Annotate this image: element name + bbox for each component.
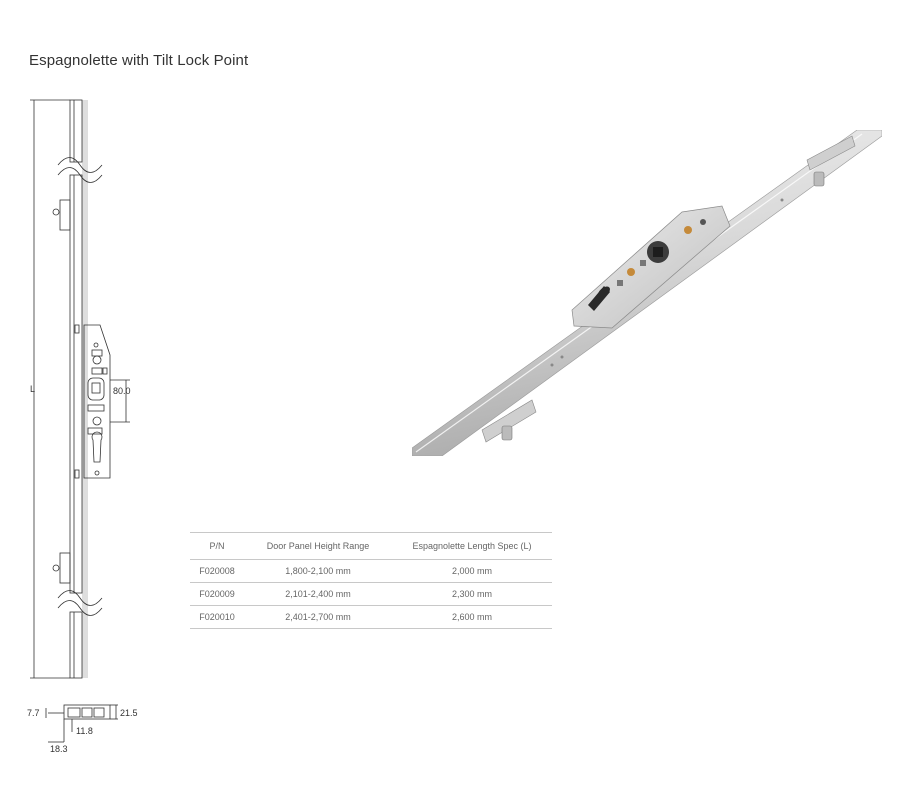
espagnolette-photo-illustration bbox=[412, 130, 882, 456]
header-length-spec: Espagnolette Length Spec (L) bbox=[392, 533, 552, 560]
cell-range: 2,401-2,700 mm bbox=[244, 606, 392, 629]
cell-pn: F020009 bbox=[190, 583, 244, 606]
spindle-hole bbox=[88, 378, 104, 400]
cell-length: 2,000 mm bbox=[392, 560, 552, 583]
section-height-label: 7.7 bbox=[27, 708, 40, 718]
break-mark-top bbox=[58, 158, 102, 173]
table-row bbox=[190, 606, 552, 629]
tilt-lock-point-upper bbox=[60, 200, 70, 230]
length-label: L bbox=[30, 384, 36, 394]
section-inner-label: 11.8 bbox=[76, 726, 93, 736]
bar-top-segment bbox=[70, 100, 82, 162]
page-title: Espagnolette with Tilt Lock Point bbox=[29, 52, 249, 69]
tilt-lock-point-lower bbox=[60, 553, 70, 583]
spec-table bbox=[190, 532, 552, 629]
header-pn: P/N bbox=[190, 533, 244, 560]
cell-range: 2,101-2,400 mm bbox=[244, 583, 392, 606]
cell-length: 2,600 mm bbox=[392, 606, 552, 629]
table-row bbox=[190, 560, 552, 583]
table-header-row bbox=[190, 533, 552, 560]
section-overall-label: 18.3 bbox=[50, 744, 68, 754]
cell-pn: F020010 bbox=[190, 606, 244, 629]
photo-gearbox bbox=[572, 206, 730, 328]
cylinder-cutout bbox=[92, 432, 102, 462]
bar-middle-segment bbox=[70, 175, 82, 593]
cell-range: 1,800-2,100 mm bbox=[244, 560, 392, 583]
section-width-label: 21.5 bbox=[120, 708, 138, 718]
product-photo bbox=[412, 130, 882, 456]
table-row bbox=[190, 583, 552, 606]
cell-length: 2,300 mm bbox=[392, 583, 552, 606]
backset-label: 80.0 bbox=[113, 386, 131, 396]
bar-bottom-segment bbox=[70, 612, 82, 678]
cell-pn: F020008 bbox=[190, 560, 244, 583]
header-height-range: Door Panel Height Range bbox=[244, 533, 392, 560]
cross-section-drawing bbox=[46, 705, 118, 742]
